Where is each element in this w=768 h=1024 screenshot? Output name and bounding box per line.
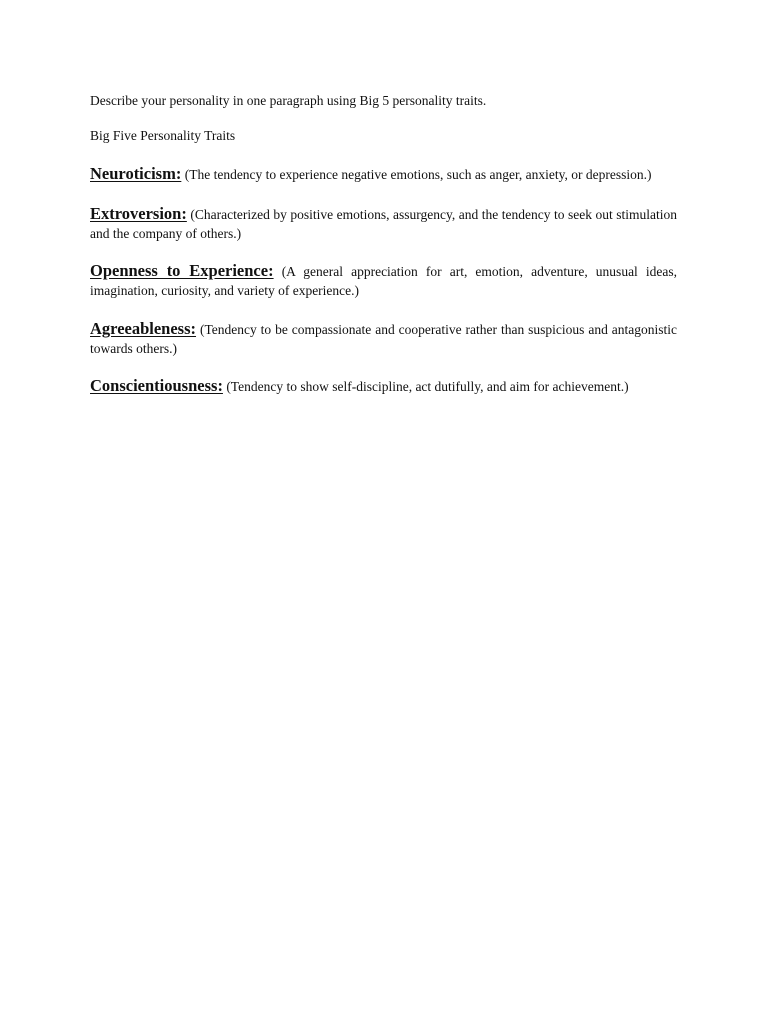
trait-name: Extroversion:	[90, 204, 187, 223]
trait-description: (The tendency to experience negative emotions, such as anger, anxiety, or depression.)	[184, 167, 652, 182]
trait-name: Conscientiousness:	[90, 376, 223, 395]
trait-name: Agreeableness:	[90, 319, 197, 338]
trait-description: (Tendency to be compassionate and cooperative rather than suspicious and antagonistic towards others.)	[90, 322, 678, 356]
trait-openness	[90, 261, 677, 300]
trait-name: Neuroticism:	[90, 164, 182, 183]
trait-description: (Tendency to show self-discipline, act dutifully, and aim for achievement.)	[226, 379, 629, 394]
assignment-prompt: Describe your personality in one paragraph using Big 5 personality traits.	[90, 93, 487, 108]
section-title: Big Five Personality Traits	[90, 128, 236, 143]
trait-description: (A general appreciation for art, emotion, adventure, unusual ideas, imagination, curiosity, and variety of experience.)	[90, 264, 678, 298]
trait-extroversion	[90, 204, 677, 243]
trait-agreeableness	[90, 319, 677, 358]
trait-description: (Characterized by positive emotions, assurgency, and the tendency to seek out stimulation and the company of others.)	[90, 207, 678, 241]
trait-name: Openness to Experience:	[90, 261, 274, 280]
trait-neuroticism	[90, 164, 677, 184]
trait-conscientiousness	[90, 376, 677, 396]
